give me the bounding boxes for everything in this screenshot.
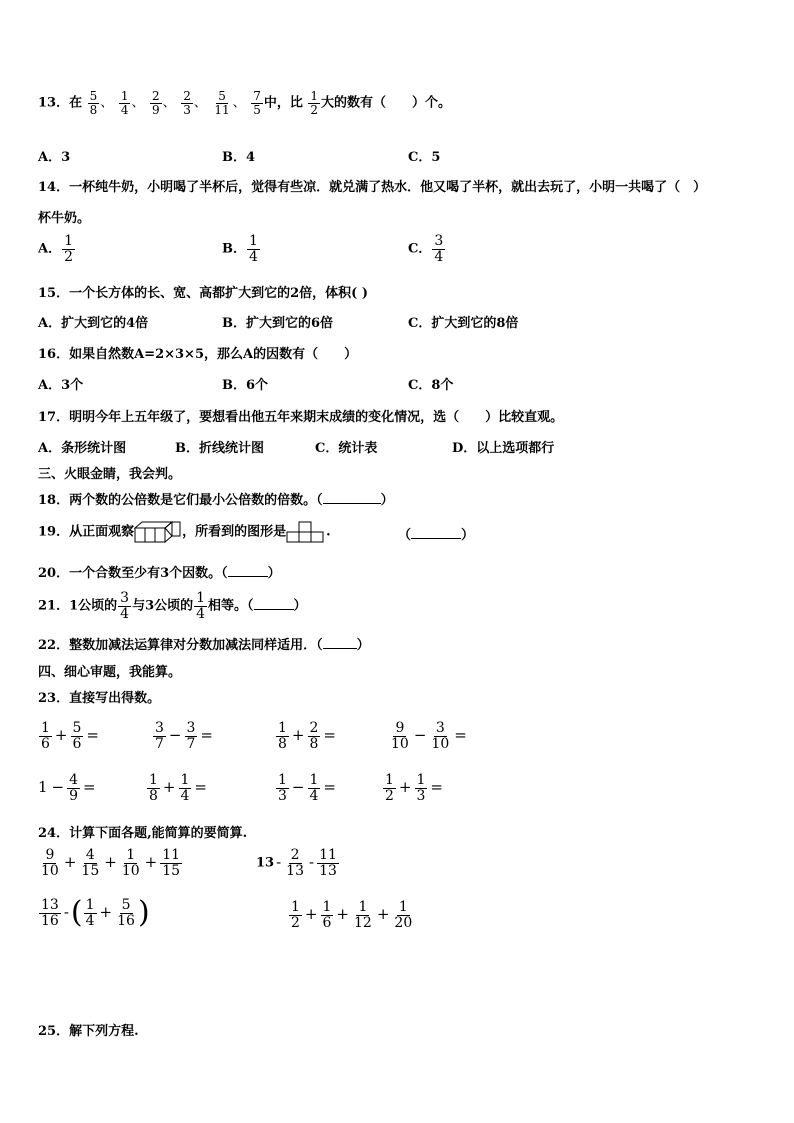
q17-option-d[interactable]: D．以上选项都行 [452, 441, 555, 456]
front-view-icon [286, 521, 326, 543]
q17-option-b[interactable]: B．折线统计图 [175, 441, 264, 456]
q24-expr-2: 13 - $\frac{2}{13}$ - $\frac{11}{13}$ [256, 847, 337, 879]
q16-option-c[interactable]: C．8个 [408, 378, 454, 393]
q24-title: 24．计算下面各题,能简算的要简算. [38, 826, 248, 841]
q13-ref-frac: $\frac{1}{2}$ [310, 89, 319, 117]
q13-option-b[interactable]: B．4 [222, 150, 256, 165]
q23-expr-5: 1 − $\frac{4}{9}$ = [38, 772, 96, 804]
q15-option-c[interactable]: C．扩大到它的8倍 [408, 316, 519, 331]
q17-text: 17．明明今年上五年级了，要想看出他五年来期末成绩的变化情况，选（ ）比较直观。 [38, 410, 564, 425]
q23-expr-4: $\frac{9}{10}$ − $\frac{3}{10}$ = [391, 720, 467, 752]
q24-expr-3: $\frac{13}{16}$ -( $\frac{1}{4}$ + $\frac{5}{16}$ ) [41, 895, 150, 931]
q15-text: 15．一个长方体的长、宽、高都扩大到它的2倍，体积( ) [38, 286, 368, 301]
q14-option-a[interactable]: A． $\frac{1}{2}$ [38, 233, 74, 265]
q18-answer-blank[interactable] [323, 491, 381, 504]
q23-expr-6: $\frac{1}{8}$ + $\frac{1}{4}$ = [149, 772, 207, 804]
q22-line: 22．整数加减法运算律对分数加减法同样适用．（ ） [38, 638, 370, 653]
q14-line1: 14．一杯纯牛奶，小明喝了半杯后，觉得有些凉．就兑满了热水．他又喝了半杯，就出去玩了，小明一共喝了（ ） [38, 180, 707, 195]
q13-frac-3: $\frac{2}{9}$ [152, 89, 160, 117]
section-3-heading: 三、火眼金睛，我会判。 [38, 467, 182, 482]
q20-line: 20．一个合数至少有3个因数。（ ） [38, 566, 281, 581]
q13-frac-4: $\frac{2}{3}$ [183, 89, 191, 117]
q19-answer: （ ） [398, 528, 475, 543]
q15-option-b[interactable]: B．扩大到它的6倍 [222, 316, 334, 331]
q16-option-b[interactable]: B．6个 [222, 378, 269, 393]
q19-answer-blank[interactable] [411, 526, 461, 539]
q21-line: 21．1公顷的 $\frac{3}{4}$ 与3公顷的 $\frac{1}{4}$ 相等。（ ） [38, 590, 307, 622]
q23-expr-7: $\frac{1}{3}$ − $\frac{1}{4}$ = [278, 772, 336, 804]
q19-line: 19．从正面观察 ，所看到的图形是 . [38, 520, 331, 544]
q17-option-c[interactable]: C．统计表 [315, 441, 378, 456]
q24-expr-4: $\frac{1}{2}$ + $\frac{1}{6}$ + $\frac{1}{12}$ + $\frac{1}{20}$ [291, 899, 413, 931]
q17-option-a[interactable]: A．条形统计图 [38, 441, 127, 456]
q16-option-a[interactable]: A．3个 [38, 378, 84, 393]
q13-frac-5: $\frac{5}{11}$ [214, 89, 230, 117]
cube-stack-icon [134, 520, 182, 544]
q13-option-c[interactable]: C．5 [408, 150, 441, 165]
q23-expr-3: $\frac{1}{8}$ + $\frac{2}{8}$ = [278, 720, 336, 752]
q25-title: 25．解下列方程. [38, 1024, 139, 1039]
q21-answer-blank[interactable] [254, 597, 294, 610]
q22-answer-blank[interactable] [323, 636, 357, 649]
q13-frac-6: $\frac{7}{5}$ [253, 89, 261, 117]
q24-expr-1: $\frac{9}{10}$ + $\frac{4}{15}$ + $\frac{1}{10}$ + $\frac{11}{15}$ [41, 847, 181, 879]
q21-frac-2: $\frac{1}{4}$ [196, 590, 206, 622]
q14-option-b[interactable]: B． $\frac{1}{4}$ [222, 233, 258, 265]
q14-frac-b: $\frac{1}{4}$ [249, 233, 258, 265]
q13-option-a[interactable]: A．3 [38, 150, 71, 165]
q14-frac-a: $\frac{1}{2}$ [64, 233, 74, 265]
q16-text: 16．如果自然数A=2×3×5，那么A的因数有（ ） [38, 347, 358, 362]
q23-title: 23．直接写出得数。 [38, 691, 161, 706]
q14-line2: 杯牛奶。 [38, 211, 91, 226]
q13-frac-1: $\frac{5}{8}$ [89, 89, 98, 117]
q15-option-a[interactable]: A．扩大到它的4倍 [38, 316, 149, 331]
q23-expr-8: $\frac{1}{2}$ + $\frac{1}{3}$ = [385, 772, 443, 804]
q23-expr-2: $\frac{3}{7}$ − $\frac{3}{7}$ = [155, 720, 213, 752]
q21-frac-1: $\frac{3}{4}$ [120, 590, 130, 622]
q14-option-c[interactable]: C． $\frac{3}{4}$ [408, 233, 444, 265]
section-4-heading: 四、细心审题，我能算。 [38, 665, 182, 680]
q13-frac-2: $\frac{1}{4}$ [120, 89, 129, 117]
q13-line: 13．在 $\frac{5}{8}$ 、 $\frac{1}{4}$ 、 $\frac{2}{9}$ 、 $\frac{2}{3}$ 、 $\frac{5}{11}$ 、 $\frac{7}{5}$ 中，比 $\frac{1}{2}$ 大的数有（ ）个。 [38, 89, 452, 117]
q18-line: 18．两个数的公倍数是它们最小公倍数的倍数。（ ） [38, 493, 394, 508]
q20-answer-blank[interactable] [228, 564, 268, 577]
q14-frac-c: $\frac{3}{4}$ [434, 233, 444, 265]
q13-number: 13．在 [38, 95, 83, 111]
q23-expr-1: $\frac{1}{6}$ + $\frac{5}{6}$ = [41, 720, 99, 752]
